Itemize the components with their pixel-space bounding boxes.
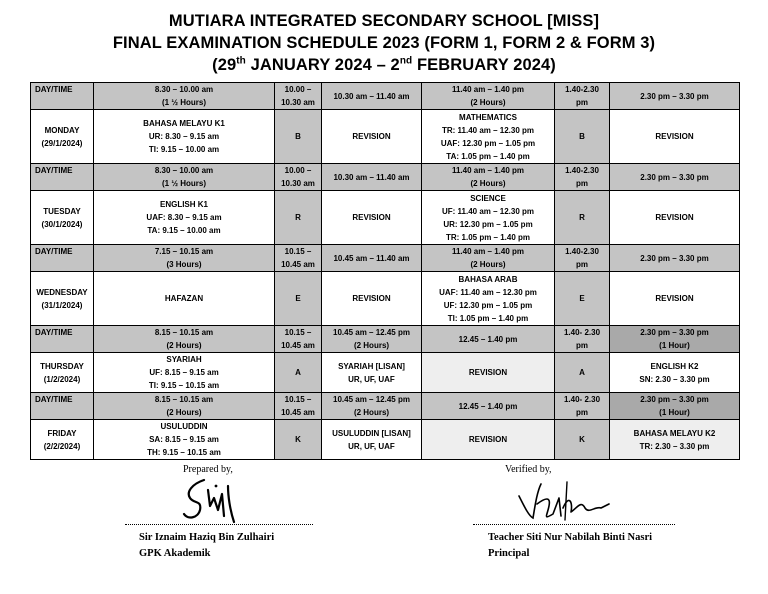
duration-text: (1 ½ Hours) (161, 179, 206, 188)
duration-text: 10.30 am (281, 98, 315, 107)
duration-text: (30/1/2024) (41, 219, 83, 229)
prepared-by-caption: Prepared by, (183, 464, 233, 475)
duration-text: pm (576, 260, 588, 269)
verified-by-caption: Verified by, (505, 464, 552, 475)
cell-text-line: TA: 9.15 – 10.00 am (147, 226, 221, 235)
cell-text-line: UF: 8.15 – 9.15 am (149, 368, 219, 377)
time-text: 2.30 pm – 3.30 pm (640, 253, 709, 263)
time-text: 10.45 am – 12.45 pm (333, 395, 410, 404)
duration-text: pm (576, 341, 588, 350)
cell-text-line: UAF: 11.40 am – 12.30 pm (439, 287, 537, 297)
day-cell (31, 420, 94, 460)
break-letter-cell: E (555, 272, 610, 326)
time-slot-header (610, 245, 740, 272)
duration-text: (2/2/2024) (43, 441, 81, 451)
cell-text-line: ENGLISH K1 (159, 200, 208, 209)
verified-by-name: Teacher Siti Nur Nabilah Binti Nasri (488, 532, 653, 543)
session-3-cell (322, 353, 422, 393)
cell-text-line: UR, UF, UAF (348, 441, 395, 451)
day-time-label: DAY/TIME (31, 245, 94, 272)
cell-text-line: USULUDDIN (160, 422, 208, 431)
session-4-cell (422, 420, 555, 460)
time-slot-header (422, 164, 555, 191)
cell-text-line: SYARIAH (166, 355, 202, 364)
cell-text-line: TR: 2.30 – 3.30 pm (639, 441, 710, 451)
school-name: MUTIARA INTEGRATED SECONDARY SCHOOL [MISS] (168, 12, 600, 30)
verified-signature-line (473, 524, 675, 525)
duration-text: 10.45 am (281, 341, 315, 350)
time-text: 2.30 pm – 3.30 pm (640, 395, 709, 404)
cell-text-line: REVISION (655, 213, 694, 222)
day-time-label: DAY/TIME (31, 164, 94, 191)
duration-text: (1/2/2024) (43, 374, 81, 384)
cell-text-line: BAHASA MELAYU K2 (633, 428, 716, 438)
time-slot-header (422, 245, 555, 272)
time-slot-header (94, 83, 275, 110)
time-slot-header (322, 83, 422, 110)
session-4-cell (422, 110, 555, 164)
exam-day-row (31, 191, 740, 245)
session-6-cell (610, 353, 740, 393)
cell-text-line: REVISION (352, 213, 391, 222)
verified-by-role: Principal (488, 548, 530, 559)
day-time-label: DAY/TIME (31, 326, 94, 353)
cell-text-line: SCIENCE (470, 193, 506, 203)
session-1-cell (94, 110, 275, 164)
time-slot-header (555, 393, 610, 420)
time-slot-header (322, 326, 422, 353)
time-text: 10.45 am – 12.45 pm (333, 328, 410, 337)
break-letter-cell: B (555, 110, 610, 164)
session-6-cell (610, 110, 740, 164)
time-text: 1.40- 2.30 (563, 395, 601, 404)
session-3-cell (322, 191, 422, 245)
session-3-cell (322, 420, 422, 460)
break-letter-cell: A (555, 353, 610, 393)
time-slot-header (94, 326, 275, 353)
cell-text-line: TI: 9.15 – 10.00 am (148, 145, 220, 154)
verified-signature-image (515, 478, 615, 524)
duration-text: 10.45 am (281, 408, 315, 417)
time-text: 1.40-2.30 (565, 166, 599, 175)
cell-text-line: SYARIAH [LISAN] (338, 361, 405, 371)
time-slot-header (422, 393, 555, 420)
time-text: 10.00 – (284, 166, 312, 175)
cell-text-line: REVISION (352, 294, 391, 303)
duration-text: 10.45 am (281, 260, 315, 269)
time-slot-header (422, 326, 555, 353)
session-1-cell (94, 272, 275, 326)
time-text: 10.45 am – 11.40 am (333, 253, 410, 263)
time-text: TUESDAY (43, 206, 81, 216)
time-slot-header (322, 245, 422, 272)
time-header-row (31, 164, 740, 191)
time-slot-header (555, 83, 610, 110)
session-1-cell (94, 420, 275, 460)
cell-text-line: UR: 12.30 pm – 1.05 pm (443, 219, 533, 229)
prepared-by-name: Sir Iznaim Haziq Bin Zulhairi (139, 532, 275, 543)
time-text: MONDAY (44, 125, 80, 135)
cell-text-line: TA: 1.05 pm – 1.40 pm (446, 151, 530, 161)
time-slot-header (94, 164, 275, 191)
cell-text-line: REVISION (655, 132, 694, 141)
duration-text: (3 Hours) (166, 260, 202, 269)
time-text: 11.40 am – 1.40 pm (451, 247, 525, 256)
day-cell (31, 353, 94, 393)
schedule-title: FINAL EXAMINATION SCHEDULE 2023 (FORM 1, FORM 2 & FORM 3) (112, 34, 656, 52)
exam-day-row (31, 353, 740, 393)
time-text: THURSDAY (40, 361, 84, 371)
day-cell (31, 191, 94, 245)
document-title (0, 10, 768, 76)
break-letter-cell: K (555, 420, 610, 460)
time-slot-header (275, 326, 322, 353)
duration-text: (2 Hours) (166, 341, 202, 350)
cell-text-line: REVISION (468, 435, 508, 444)
time-header-row (31, 83, 740, 110)
cell-text-line: TR: 1.05 pm – 1.40 pm (445, 232, 531, 242)
duration-text: pm (576, 98, 588, 107)
time-slot-header (610, 83, 740, 110)
duration-text: (29/1/2024) (41, 138, 83, 148)
day-cell (31, 110, 94, 164)
prepared-signature-image (178, 476, 248, 524)
duration-text: (31/1/2024) (41, 300, 83, 310)
exam-day-row (31, 420, 740, 460)
time-text: 8.30 – 10.00 am (154, 85, 214, 94)
session-6-cell (610, 191, 740, 245)
day-time-label: DAY/TIME (31, 83, 94, 110)
time-slot-header (422, 83, 555, 110)
time-text: 8.15 – 10.15 am (154, 395, 214, 404)
time-slot-header (322, 393, 422, 420)
day-cell (31, 272, 94, 326)
duration-text: (1 ½ Hours) (161, 98, 206, 107)
cell-text-line: UAF: 8.30 – 9.15 am (146, 213, 222, 222)
time-slot-header (555, 326, 610, 353)
time-text: 8.15 – 10.15 am (154, 328, 214, 337)
time-header-row (31, 326, 740, 353)
session-3-cell (322, 272, 422, 326)
session-3-cell (322, 110, 422, 164)
duration-text: (1 Hour) (659, 341, 690, 350)
prepared-by-role: GPK Akademik (139, 548, 211, 559)
time-slot-header (555, 245, 610, 272)
break-letter-cell: A (275, 353, 322, 393)
cell-text-line: REVISION (352, 132, 391, 141)
cell-text-line: TI: 1.05 pm – 1.40 pm (447, 313, 529, 323)
time-text: 11.40 am – 1.40 pm (451, 85, 525, 94)
duration-text: (2 Hours) (353, 341, 390, 350)
time-text: FRIDAY (47, 428, 77, 438)
time-text: 1.40-2.30 (565, 85, 599, 94)
time-slot-header (275, 245, 322, 272)
cell-text-line: USULUDDIN [LISAN] (332, 428, 411, 438)
cell-text-line: REVISION (468, 368, 508, 377)
cell-text-line: SN: 2.30 – 3.30 pm (639, 374, 710, 384)
prepared-signature-line (125, 524, 313, 525)
cell-text-line: SA: 8.15 – 9.15 am (149, 435, 219, 444)
time-slot-header (610, 393, 740, 420)
cell-text-line: BAHASA MELAYU K1 (143, 119, 225, 128)
time-header-row (31, 245, 740, 272)
exam-day-row (31, 272, 740, 326)
duration-text: (2 Hours) (166, 408, 202, 417)
cell-text-line: UF: 12.30 pm – 1.05 pm (443, 300, 533, 310)
cell-text-line: MATHEMATICS (459, 112, 517, 122)
time-text: 10.30 am – 11.40 am (333, 91, 410, 101)
time-header-row (31, 393, 740, 420)
time-text: 2.30 pm – 3.30 pm (640, 172, 709, 182)
duration-text: (2 Hours) (470, 98, 506, 107)
cell-text-line: REVISION (655, 294, 694, 303)
duration-text: (1 Hour) (659, 408, 690, 417)
break-letter-cell: K (275, 420, 322, 460)
cell-text-line: HAFAZAN (164, 294, 204, 303)
time-slot-header (275, 83, 322, 110)
time-text: 2.30 pm – 3.30 pm (640, 91, 709, 101)
cell-text-line: TI: 9.15 – 10.15 am (148, 381, 220, 390)
time-text: 11.40 am – 1.40 pm (451, 166, 525, 175)
time-text: 7.15 – 10.15 am (154, 247, 214, 256)
time-slot-header (610, 326, 740, 353)
time-text: 12.45 – 1.40 pm (458, 401, 518, 411)
time-text: 10.15 – (284, 328, 312, 337)
duration-text: 10.30 am (281, 179, 315, 188)
session-6-cell (610, 272, 740, 326)
break-letter-cell: R (555, 191, 610, 245)
session-4-cell (422, 353, 555, 393)
duration-text: pm (576, 408, 588, 417)
time-text: WEDNESDAY (36, 287, 88, 297)
time-text: 10.15 – (284, 247, 312, 256)
session-1-cell (94, 353, 275, 393)
session-4-cell (422, 191, 555, 245)
cell-text-line: TR: 11.40 am – 12.30 pm (441, 125, 535, 135)
cell-text-line: BAHASA ARAB (458, 274, 518, 284)
day-time-label: DAY/TIME (31, 393, 94, 420)
duration-text: (2 Hours) (353, 408, 390, 417)
time-slot-header (94, 393, 275, 420)
time-text: 10.15 – (284, 395, 312, 404)
time-slot-header (94, 245, 275, 272)
cell-text-line: UR, UF, UAF (348, 374, 395, 384)
time-slot-header (275, 164, 322, 191)
schedule-date-range: (29th JANUARY 2024 – 2nd FEBRUARY 2024) (212, 55, 556, 74)
time-text: 1.40-2.30 (565, 247, 599, 256)
exam-day-row (31, 110, 740, 164)
session-1-cell (94, 191, 275, 245)
time-text: 10.30 am – 11.40 am (333, 172, 410, 182)
cell-text-line: UAF: 12.30 pm – 1.05 pm (440, 138, 536, 148)
duration-text: pm (576, 179, 588, 188)
break-letter-cell: B (275, 110, 322, 164)
duration-text: (2 Hours) (470, 179, 506, 188)
time-text: 8.30 – 10.00 am (154, 166, 214, 175)
session-6-cell (610, 420, 740, 460)
cell-text-line: UF: 11.40 am – 12.30 pm (441, 206, 535, 216)
time-text: 12.45 – 1.40 pm (458, 334, 518, 344)
break-letter-cell: E (275, 272, 322, 326)
exam-schedule-table (30, 82, 740, 460)
cell-text-line: UR: 8.30 – 9.15 am (148, 132, 220, 141)
session-4-cell (422, 272, 555, 326)
break-letter-cell: R (275, 191, 322, 245)
time-slot-header (555, 164, 610, 191)
cell-text-line: TH: 9.15 – 10.15 am (147, 448, 221, 457)
cell-text-line: ENGLISH K2 (650, 361, 699, 371)
time-text: 1.40- 2.30 (563, 328, 601, 337)
time-slot-header (275, 393, 322, 420)
signature-section (0, 464, 768, 594)
time-text: 10.00 – (284, 85, 312, 94)
time-slot-header (610, 164, 740, 191)
time-slot-header (322, 164, 422, 191)
time-text: 2.30 pm – 3.30 pm (640, 328, 709, 337)
duration-text: (2 Hours) (470, 260, 506, 269)
